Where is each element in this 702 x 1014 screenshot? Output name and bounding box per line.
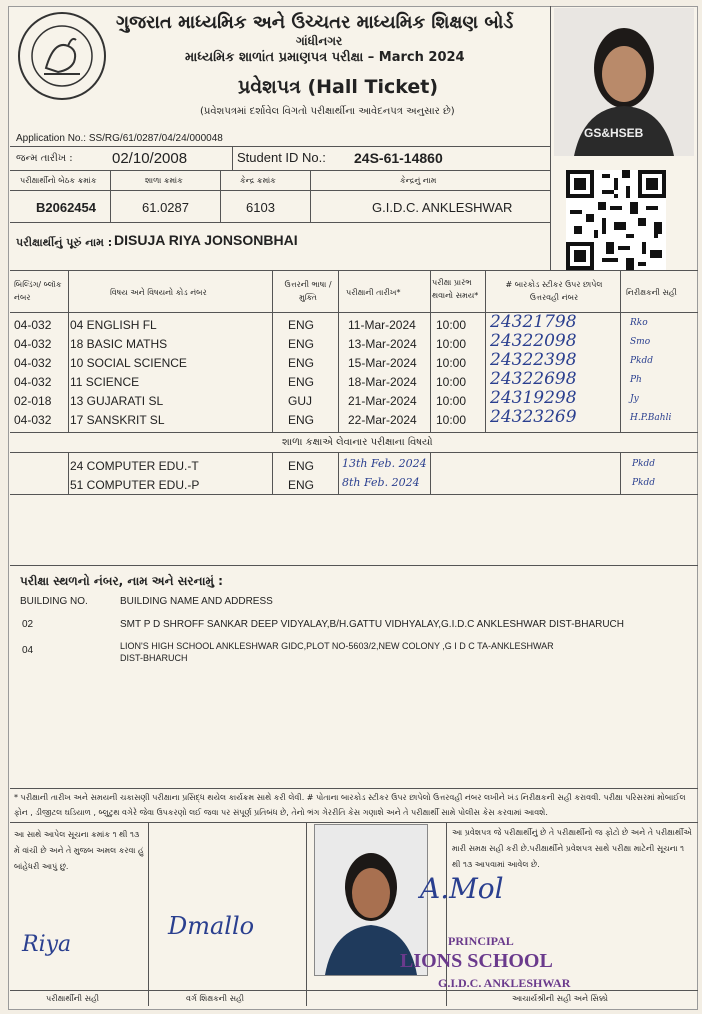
cell-subject: 10 SOCIAL SCIENCE bbox=[70, 356, 187, 370]
cell-sign: Jy bbox=[630, 394, 639, 404]
cell-subject: 13 GUJARATI SL bbox=[70, 394, 164, 408]
board-name: ગુજરાત માધ્યમિક અને ઉચ્ચતર માધ્યમિક શિક્ષણ બોર્ડ bbox=[116, 12, 514, 33]
cell-time: 10:00 bbox=[436, 356, 467, 370]
cell-subject: 18 BASIC MATHS bbox=[70, 337, 168, 351]
cell-sign: Pkdd bbox=[632, 478, 656, 488]
stamp-school: LIONS SCHOOL bbox=[400, 950, 553, 972]
table-row bbox=[12, 331, 683, 353]
cell-time: 10:00 bbox=[436, 318, 467, 332]
venue-address: LION'S HIGH SCHOOL ANKLESHWAR GIDC,PLOT NO-5603/2,NEW COLONY ,G I D C TA-ANKLESHWAR bbox=[120, 641, 554, 651]
seat-no-label: પરીક્ષાર્થીનો બેઠક ક્રમાંક bbox=[20, 176, 97, 185]
cell-subject: 24 COMPUTER EDU.-T bbox=[70, 459, 199, 473]
dob-value: 02/10/2008 bbox=[112, 150, 188, 167]
school-exam-title: શાળા કક્ષાએ લેવાનાર પરીક્ષાના વિષયો bbox=[282, 437, 433, 448]
school-no-label: શાળા ક્રમાંક bbox=[145, 176, 183, 185]
th-subject: વિષય અને વિષયનો કોડ નંબર bbox=[110, 288, 207, 297]
ticket-subtitle: (પ્રવેશપત્રમાં દર્શાવેલ વિગતો પરીક્ષાર્થીના આવેદનપત્ર અનુસાર છે) bbox=[200, 106, 455, 117]
center-no-value: 6103 bbox=[246, 200, 275, 215]
table-row bbox=[12, 369, 683, 391]
venue-address-line2: DIST-BHARUCH bbox=[120, 653, 188, 663]
cell-date: 18-Mar-2024 bbox=[348, 375, 417, 389]
venue-header-no: BUILDING NO. bbox=[20, 596, 88, 607]
student-name: DISUJA RIYA JONSONBHAI bbox=[114, 232, 298, 248]
cell-block: 04-032 bbox=[14, 337, 52, 351]
name-label: પરીક્ષાર્થીનું પૂરું નામ : bbox=[16, 236, 113, 249]
center-name-label: કેન્દ્રનું નામ bbox=[400, 176, 437, 185]
cell-subject: 17 SANSKRIT SL bbox=[70, 413, 165, 427]
ticket-title: પ્રવેશપત્ર (Hall Ticket) bbox=[238, 76, 439, 98]
cell-date: 13-Mar-2024 bbox=[348, 337, 417, 351]
cert-line-3: થી ૧૩ આપવામાં આવેલ છે. bbox=[452, 860, 540, 869]
th-invigilator: નિરીક્ષકની સહી bbox=[626, 288, 677, 297]
cell-date: 22-Mar-2024 bbox=[348, 413, 417, 427]
cell-date: 8th Feb. 2024 bbox=[342, 476, 420, 489]
footer-student-sign: પરીક્ષાર્થીની સહી bbox=[46, 994, 100, 1003]
note-line-2: ફોન , ડીજીટલ ઘડિયાળ , બ્લુટુથ વગેરે જેવા ઉપકરણો લઈ જવા પર સંપૂર્ણ પ્રતિબંધ છે, તેનો ભંગ ગેરરીતિ કેસ ગણાશે અને તે પરીક્ષાર્થી સામે પોલીસ કેસ કરવામાં આવશે. bbox=[14, 808, 548, 817]
cell-medium: ENG bbox=[288, 318, 315, 332]
cell-time: 10:00 bbox=[436, 375, 467, 389]
stamp-address: G.I.D.C. ANKLESHWAR bbox=[438, 976, 571, 990]
cell-date: 13th Feb. 2024 bbox=[342, 457, 427, 470]
pledge-line-1: આ સાથે આપેલ સૂચના ક્રમાંક ૧ થી ૧૩ bbox=[14, 830, 140, 839]
cell-barcode: 24322098 bbox=[490, 331, 577, 351]
qr-code-icon bbox=[566, 170, 666, 270]
teacher-signature: Dmallo bbox=[168, 912, 255, 940]
cell-barcode: 24322398 bbox=[490, 350, 577, 370]
cell-medium: GUJ bbox=[288, 394, 312, 408]
table-row bbox=[12, 457, 683, 475]
venue-header-address: BUILDING NAME AND ADDRESS bbox=[120, 596, 273, 607]
stamp-title: PRINCIPAL bbox=[448, 934, 514, 948]
cell-barcode: 24321798 bbox=[490, 312, 577, 332]
note-line-1: * પરીક્ષાની તારીખ અને સમયની ચકાસણી પરીક્ષાના પ્રસિદ્ધ થયેલ કાર્યક્રમ સાથે કરી લેવી. # પોતાના બારકોડ સ્ટીકર ઉપર છાપેલો ઉત્તરવહી નંબર લખીને ખંડ નિરીક્ષકની સહી કરાવવી. પરીક્ષા પરિસરમાં મોબાઈલ bbox=[14, 793, 686, 802]
cell-medium: ENG bbox=[288, 375, 315, 389]
dob-label: જન્મ તારીખ : bbox=[16, 153, 73, 164]
cell-block: 04-032 bbox=[14, 413, 52, 427]
center-name-value: G.I.D.C. ANKLESHWAR bbox=[372, 200, 513, 215]
cell-block: 02-018 bbox=[14, 394, 52, 408]
pledge-line-2: મેં વાંચી છે અને તે મુજબ અમલ કરવા હું bbox=[14, 846, 144, 855]
cell-date: 15-Mar-2024 bbox=[348, 356, 417, 370]
table-row bbox=[12, 350, 683, 372]
seat-no-value: B2062454 bbox=[36, 200, 96, 215]
cell-medium: ENG bbox=[288, 478, 315, 492]
cert-line-1: આ પ્રવેશપત્ર જે પરીક્ષાર્થીનું છે તે પરીક્ષાર્થીનો જ ફોટો છે અને તે પરીક્ષાર્થીએ bbox=[452, 828, 692, 837]
cell-subject: 51 COMPUTER EDU.-P bbox=[70, 478, 200, 492]
cell-block: 04-032 bbox=[14, 375, 52, 389]
cell-time: 10:00 bbox=[436, 337, 467, 351]
th-time: પરીક્ષા પ્રારંભ થવાનો સમય* bbox=[432, 278, 479, 300]
student-id-label: Student ID No.: bbox=[237, 150, 326, 165]
cell-sign: Ph bbox=[630, 375, 642, 385]
cell-medium: ENG bbox=[288, 356, 315, 370]
table-row bbox=[12, 407, 683, 429]
student-signature: Riya bbox=[22, 932, 72, 957]
footer-teacher-sign: વર્ગ શિક્ષકની સહી bbox=[186, 994, 245, 1003]
cell-barcode: 24323269 bbox=[490, 407, 577, 427]
cell-medium: ENG bbox=[288, 413, 315, 427]
cell-block: 04-032 bbox=[14, 356, 52, 370]
board-city: ગાંધીનગર bbox=[296, 34, 343, 48]
th-block: બિલ્ડિંગ/ બ્લૉક નંબર bbox=[14, 280, 62, 302]
table-row bbox=[12, 388, 683, 410]
cell-date: 11-Mar-2024 bbox=[348, 318, 416, 332]
cell-subject: 04 ENGLISH FL bbox=[70, 318, 157, 332]
th-date: પરીક્ષાની તારીખ* bbox=[346, 288, 401, 297]
cell-sign: H.P.Bahli bbox=[630, 413, 672, 423]
footer-principal-sign: આચાર્યશ્રીની સહી અને સિક્કો bbox=[512, 994, 608, 1003]
cell-barcode: 24322698 bbox=[490, 369, 577, 389]
cell-sign: Pkdd bbox=[632, 459, 656, 469]
photo-stamp: GS&HSEB bbox=[584, 126, 644, 140]
venue-no: 02 bbox=[22, 619, 34, 630]
venue-no: 04 bbox=[22, 645, 34, 656]
cert-line-2: મારી સમક્ષ સહી કરી છે.પરીક્ષાર્થીને પ્રવેશપત્ર સાથે પરીક્ષા માટેની સૂચના ૧ bbox=[452, 844, 685, 853]
principal-signature: A.Mol bbox=[420, 872, 504, 905]
venue-address: SMT P D SHROFF SANKAR DEEP VIDYALAY,B/H.GATTU VIDHYALAY,G.I.D.C ANKLESHWAR DIST-BHARUCH bbox=[120, 619, 625, 630]
board-logo-icon bbox=[16, 10, 108, 102]
student-id-value: 24S-61-14860 bbox=[354, 150, 443, 166]
student-photo-top bbox=[554, 8, 694, 156]
venue-title: પરીક્ષા સ્થળનો નંબર, નામ અને સરનામું : bbox=[20, 574, 223, 588]
pledge-line-3: બાંહેધરી આપું છું. bbox=[14, 862, 69, 871]
center-no-label: કેન્દ્ર ક્રમાંક bbox=[240, 176, 276, 185]
cell-block: 04-032 bbox=[14, 318, 52, 332]
cell-sign: Rko bbox=[630, 318, 648, 328]
school-no-value: 61.0287 bbox=[142, 200, 189, 215]
cell-sign: Pkdd bbox=[630, 356, 654, 366]
application-no: Application No.: SS/RG/61/0287/04/24/000048 bbox=[16, 133, 223, 144]
th-medium: ઉત્તરની ભાષા /મુક્તિ bbox=[284, 280, 332, 302]
th-barcode: # બારકોડ સ્ટીકર ઉપર છાપેલ ઉત્તરવહી નંબર bbox=[505, 280, 603, 302]
cell-medium: ENG bbox=[288, 459, 315, 473]
cell-medium: ENG bbox=[288, 337, 315, 351]
table-row bbox=[12, 476, 683, 494]
cell-date: 21-Mar-2024 bbox=[348, 394, 417, 408]
cell-time: 10:00 bbox=[436, 413, 467, 427]
cell-time: 10:00 bbox=[436, 394, 467, 408]
cell-sign: Smo bbox=[630, 337, 651, 347]
cell-subject: 11 SCIENCE bbox=[70, 375, 140, 389]
exam-name: માધ્યમિક શાળાંત પ્રમાણપત્ર પરીક્ષા – March 2024 bbox=[185, 50, 465, 65]
table-row bbox=[12, 312, 683, 334]
cell-barcode: 24319298 bbox=[490, 388, 577, 408]
